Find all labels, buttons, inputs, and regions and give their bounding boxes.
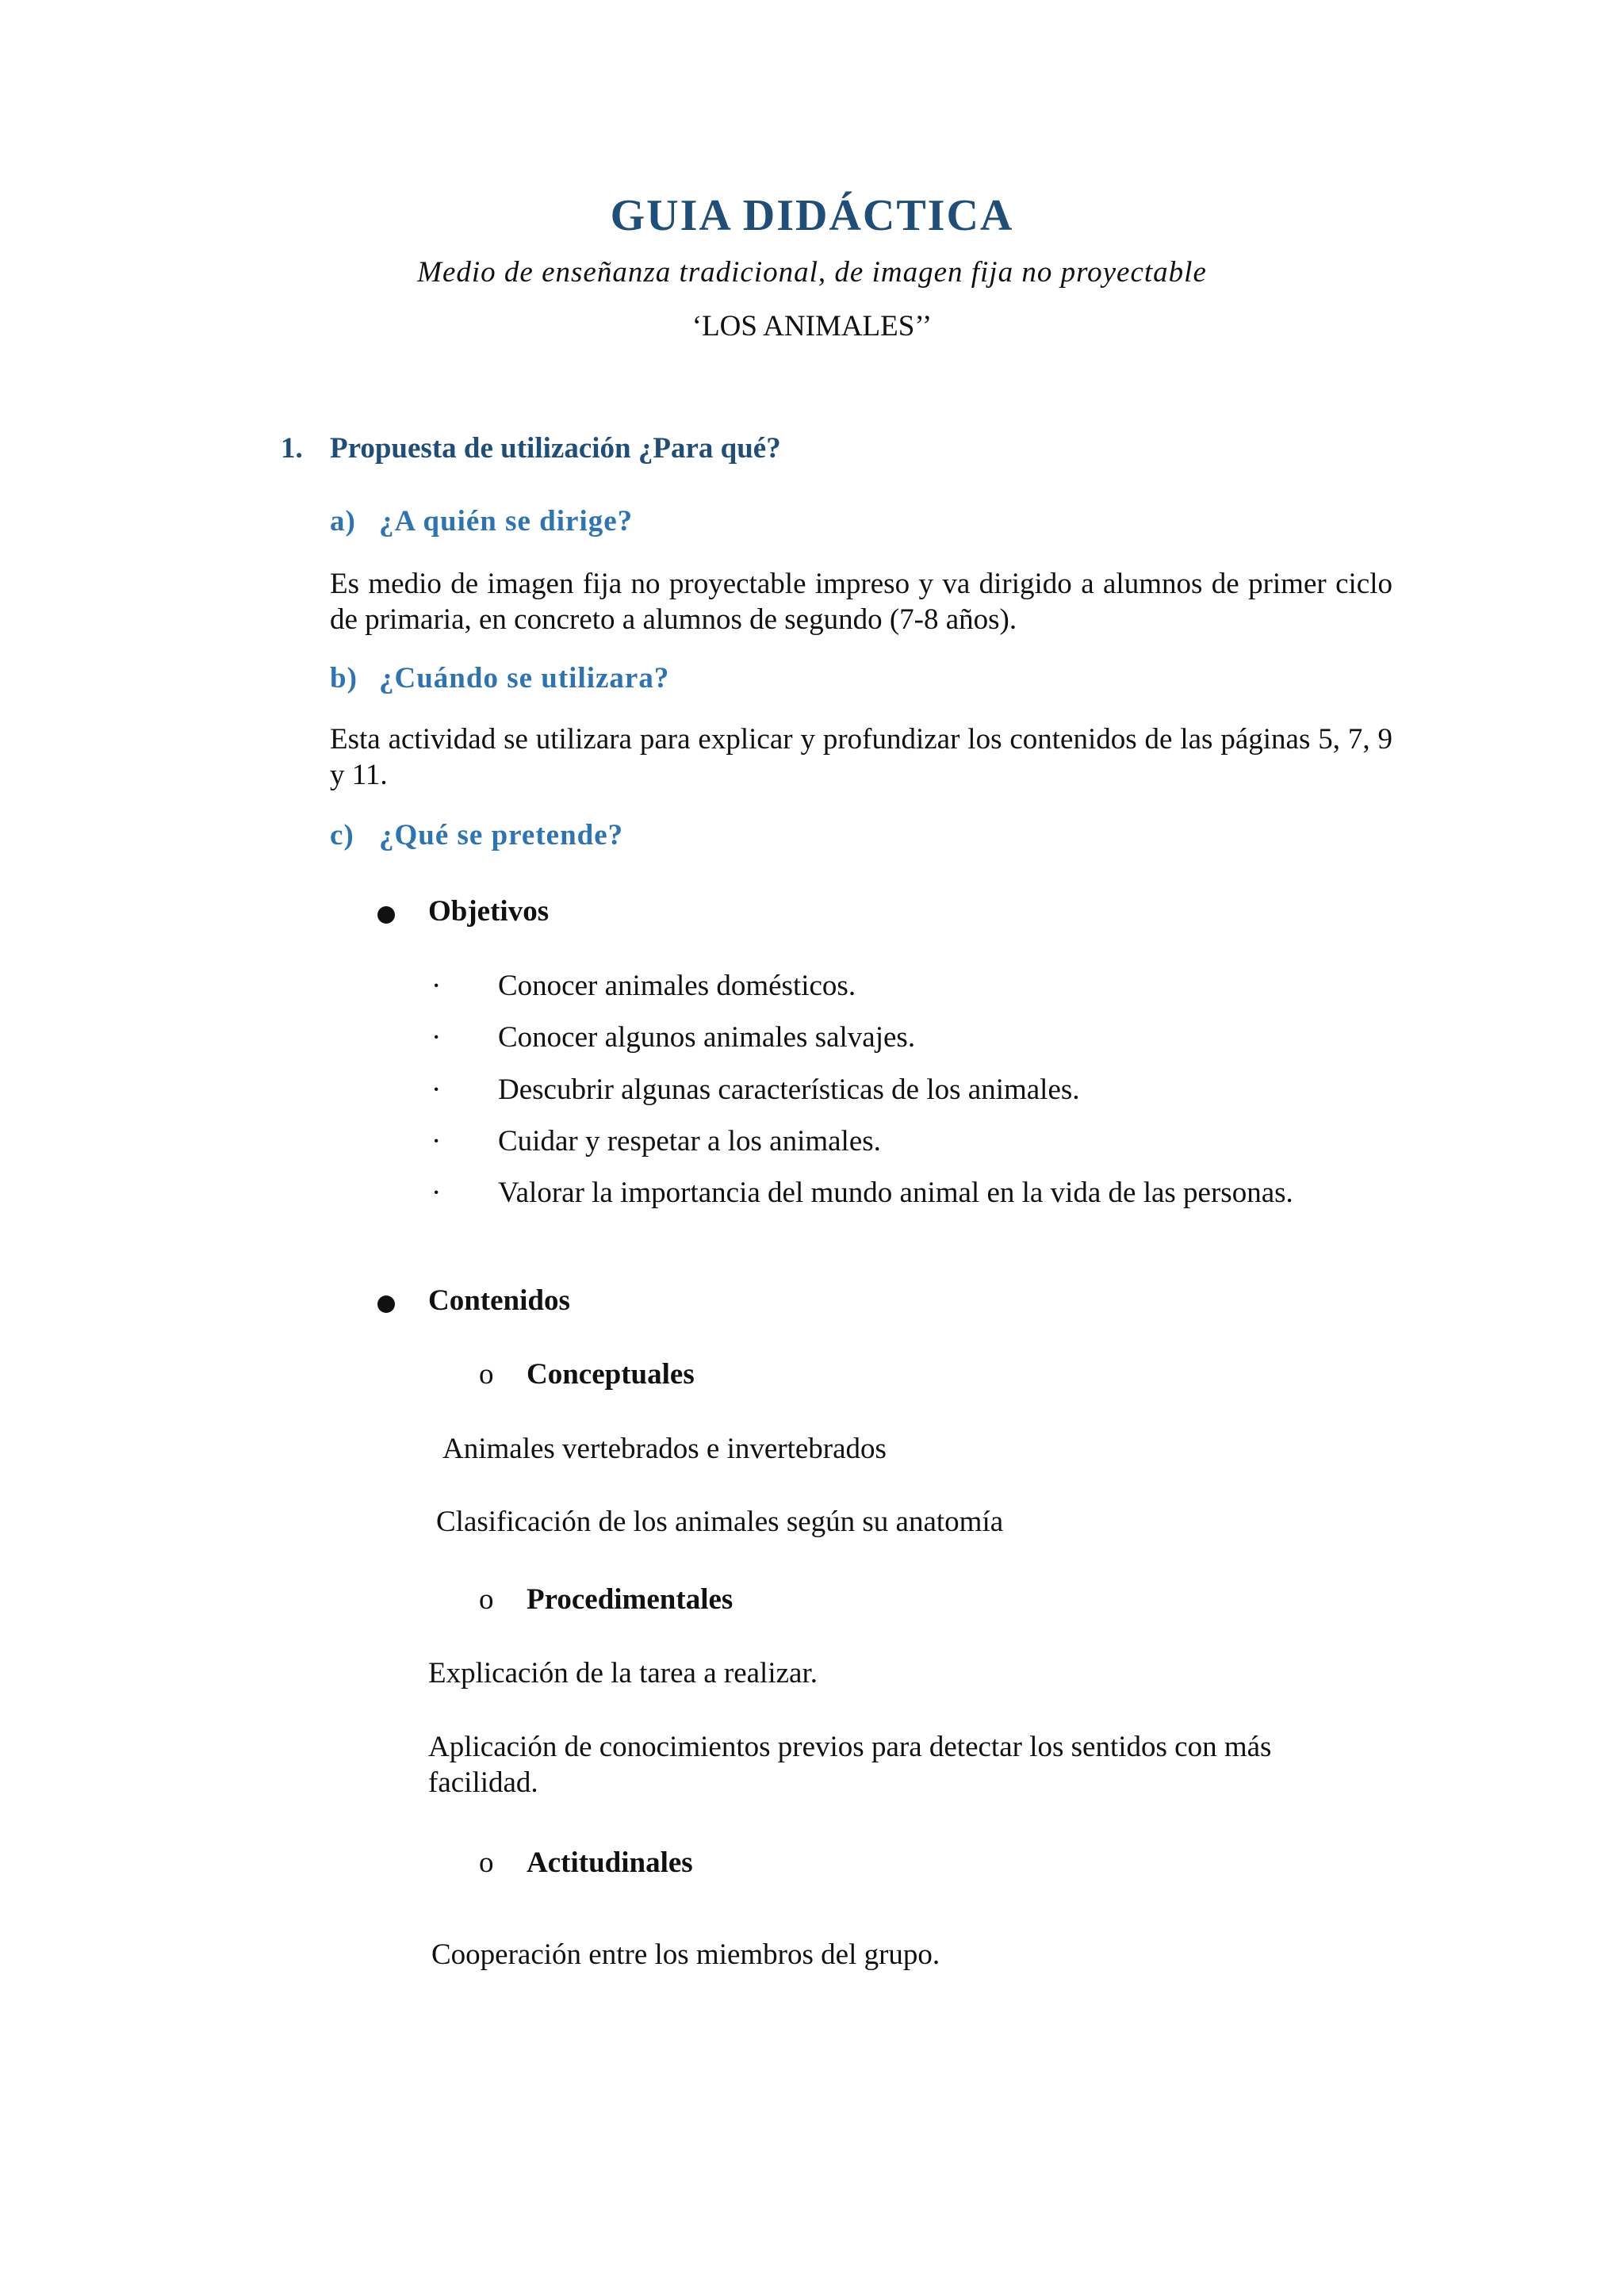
subsection-b-letter: b) (330, 662, 358, 695)
procedimental-item: Aplicación de conocimientos previos para detectar los sentidos con más facilidad. (428, 1731, 1272, 1799)
list-marker: · (431, 970, 442, 1002)
section-1-number: 1. (281, 432, 303, 465)
objetivos-heading: Objetivos (428, 895, 550, 928)
document-topic: ‘LOS ANIMALES’’ (691, 310, 933, 342)
bullet-objetivos-icon (377, 906, 395, 924)
subsection-a-paragraph: Es medio de imagen fija no proyectable impreso y va dirigido a alumnos de primer ciclo de primaria, en concreto a alumnos de segundo (7-8 años). (330, 568, 1392, 636)
conceptual-item: Animales vertebrados e invertebrados (442, 1433, 887, 1465)
actitudinal-item: Cooperación entre los miembros del grupo. (431, 1938, 940, 1971)
document-subtitle: Medio de enseñanza tradicional, de imagen fija no proyectable (417, 256, 1207, 289)
document-title: GUIA DIDÁCTICA (610, 191, 1014, 240)
sublist-marker: o (479, 1583, 494, 1616)
procedimental-item: Explicación de la tarea a realizar. (428, 1657, 818, 1689)
section-1-heading: Propuesta de utilización ¿Para qué? (330, 432, 781, 465)
actitudinales-heading: Actitudinales (527, 1846, 693, 1879)
objetivo-item: Conocer animales domésticos. (498, 970, 856, 1002)
subsection-c-heading: ¿Qué se pretende? (379, 819, 624, 851)
subsection-b-paragraph: Esta actividad se utilizara para explicar y profundizar los contenidos de las páginas 5, 7, 9 y 11. (330, 723, 1392, 791)
procedimentales-heading: Procedimentales (527, 1583, 733, 1616)
objetivo-item: Descubrir algunas características de los animales. (498, 1073, 1080, 1106)
sublist-marker: o (479, 1846, 494, 1879)
contenidos-heading: Contenidos (428, 1284, 570, 1317)
conceptuales-heading: Conceptuales (527, 1358, 695, 1391)
subsection-b-heading: ¿Cuándo se utilizara? (379, 662, 670, 695)
subsection-c-letter: c) (330, 819, 354, 851)
sublist-marker: o (479, 1358, 494, 1391)
list-marker: · (431, 1177, 442, 1209)
list-marker: · (431, 1021, 442, 1054)
conceptual-item: Clasificación de los animales según su anatomía (436, 1506, 1004, 1538)
list-marker: · (431, 1125, 442, 1158)
subsection-a-letter: a) (330, 505, 356, 538)
subsection-a-heading: ¿A quién se dirige? (379, 505, 634, 538)
objetivo-item: Conocer algunos animales salvajes. (498, 1021, 916, 1054)
bullet-contenidos-icon (377, 1295, 395, 1313)
objetivo-item: Valorar la importancia del mundo animal en la vida de las personas. (498, 1177, 1293, 1209)
list-marker: · (431, 1073, 442, 1106)
objetivo-item: Cuidar y respetar a los animales. (498, 1125, 881, 1158)
